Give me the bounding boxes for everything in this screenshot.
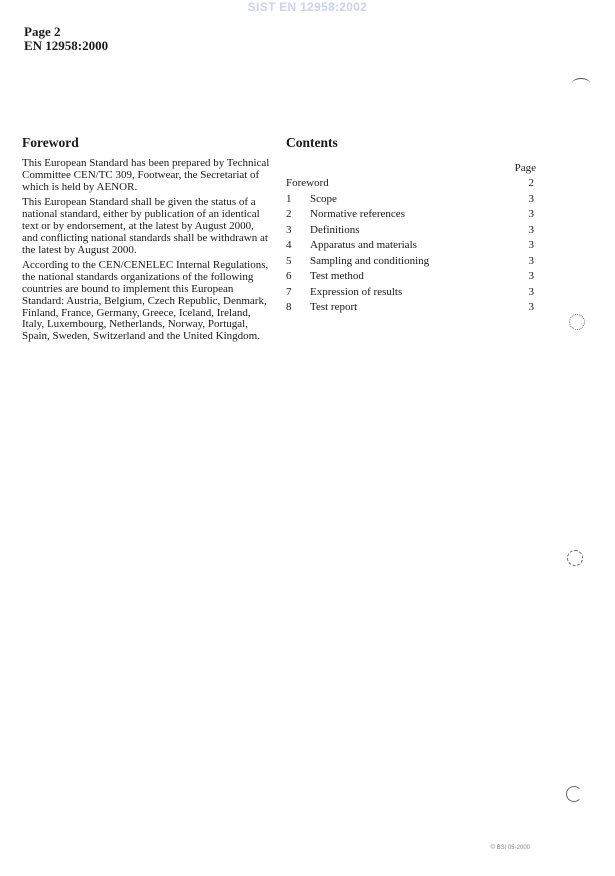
toc-entry-title: Foreword [286,177,329,189]
foreword-body [22,158,270,347]
foreword-paragraph: This European Standard has been prepared by Technical Committee CEN/TC 309, Footwear, the Secretariat of which is held by AENOR. [22,157,270,193]
toc-entry-title: Definitions [310,223,360,236]
toc-entry-number: 5 [286,254,292,267]
toc-entry-expression-of-results[interactable] [286,285,536,301]
toc-entry-page: 3 [528,208,534,220]
toc-entry-foreword[interactable] [286,176,536,192]
toc-entry-page: 3 [528,239,534,251]
punch-hole-mark [572,78,590,89]
toc-entry-normative-references[interactable] [286,207,536,223]
punch-hole-mark [566,786,582,802]
watermark: SIST EN 12958:2002 [247,0,368,14]
foreword-heading: Foreword [22,135,79,150]
toc-entry-number: 6 [286,270,292,282]
page-number: Page 2 [24,24,61,39]
toc-entry-page: 2 [528,177,534,189]
toc-entry-title: Expression of results [310,285,403,298]
toc-entry-title: Sampling and conditioning [310,254,430,267]
toc-entry-test-report[interactable] [286,300,536,316]
toc-entry-page: 3 [528,254,534,267]
foreword-paragraph: This European Standard shall be given the status of a national standard, either by publication of an identical text or by endorsement, at the latest by August 2000, and conflicting national standards shall be withdrawn at the latest by August 2000. [22,196,268,256]
toc-entry-apparatus[interactable] [286,238,536,254]
toc-entry-title: Apparatus and materials [310,239,417,251]
contents-heading: Contents [286,135,338,150]
toc-entry-scope[interactable] [286,192,536,208]
toc-entry-page: 3 [528,285,534,298]
toc-entry-definitions[interactable] [286,223,536,239]
punch-hole-mark [569,314,585,330]
punch-hole-mark [567,550,583,566]
toc-entry-test-method[interactable] [286,269,536,285]
toc-entry-page: 3 [528,192,534,205]
toc-entry-title: Scope [310,192,337,205]
toc-entry-title: Normative references [310,208,405,220]
toc-entry-number: 3 [286,223,292,236]
toc-entry-page: 3 [528,270,534,282]
standard-id: EN 12958:2000 [24,38,109,53]
toc-entry-page: 3 [528,223,534,236]
toc-entry-sampling[interactable] [286,254,536,270]
toc-entry-number: 1 [286,192,292,205]
toc-page-label: Page [514,162,536,174]
toc-entry-title: Test report [310,301,358,313]
toc-entry-number: 7 [286,285,292,298]
toc-entry-number: 4 [286,239,292,251]
toc-entry-number: 2 [286,208,292,220]
table-of-contents [286,161,536,316]
page-header [24,25,108,53]
foreword-paragraph: According to the CEN/CENELEC Internal Regulations, the national standards organizations of the following countries are bound to implement this European Standard: Austria, Belgium, Czech Republic, Denmark, Finland, France, Germany, Greece, Iceland, Ireland, Italy, Luxembourg, Netherlands, Norway, Portugal, Spain, Sweden, Switzerland and the United Kingdom. [22,259,269,343]
toc-entry-page: 3 [528,301,534,313]
toc-entry-title: Test method [310,270,364,282]
toc-entry-number: 8 [286,301,292,313]
footer-reference: © BSI 05-2000 [490,845,530,851]
